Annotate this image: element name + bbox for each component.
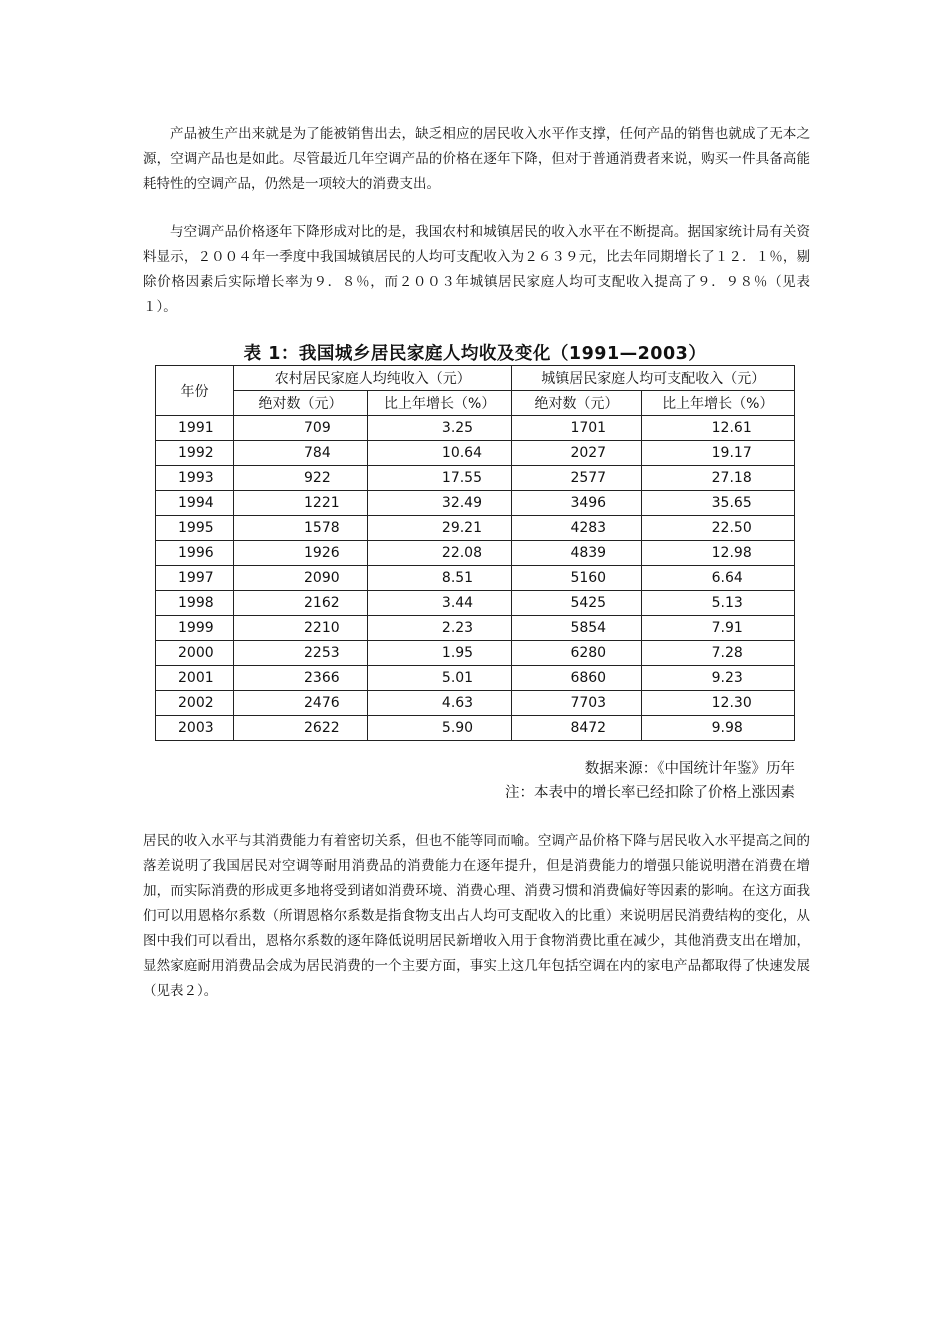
rural-growth-cell: 29.21 [367, 516, 512, 541]
table-note: 注：本表中的增长率已经扣除了价格上涨因素 [505, 785, 795, 801]
year-cell: 2003 [156, 716, 234, 741]
urban-abs-header: 绝对数（元） [512, 391, 641, 416]
rural-growth-cell: 32.49 [367, 491, 512, 516]
rural-abs-cell: 1578 [234, 516, 368, 541]
paragraph-3: 居民的收入水平与其消费能力有着密切关系，但也不能等同而喻。空调产品价格下降与居民收入水平提高之间的落差说明了我国居民对空调等耐用消费品的消费能力在逐年提升，但是消费能力的增强只能说明潜在消费在增加，而实际消费的形成更多地将受到诸如消费环境、消费心理、消费习惯和消费偏好等因素的影响。在这方面我们可以用恩格尔系数（所谓恩格尔系数是指食物支出占人均可支配收入的比重）来说明居民消费结构的变化，从图中我们可以看出，恩格尔系数的逐年降低说明居民新增收入用于食物消费比重在减少，其他消费支出在增加，显然家庭耐用消费品会成为居民消费的一个主要方面，事实上这几年包括空调在内的家电产品都取得了快速发展（见表２）。 [143, 833, 810, 999]
rural-abs-cell: 709 [234, 416, 368, 441]
table-row [156, 666, 795, 691]
data-source: 数据来源：《中国统计年鉴》历年 [584, 761, 795, 777]
urban-growth-cell: 12.61 [641, 416, 794, 441]
year-header: 年份 [156, 366, 234, 416]
year-cell: 1993 [156, 466, 234, 491]
urban-growth-cell: 6.64 [641, 566, 794, 591]
table-row [156, 566, 795, 591]
income-table [155, 365, 795, 741]
year-cell: 2001 [156, 666, 234, 691]
urban-growth-cell: 9.98 [641, 716, 794, 741]
table-row [156, 616, 795, 641]
urban-abs-cell: 4839 [512, 541, 641, 566]
urban-abs-cell: 7703 [512, 691, 641, 716]
paragraph-1: 产品被生产出来就是为了能被销售出去，缺乏相应的居民收入水平作支撑，任何产品的销售也就成了无本之源，空调产品也是如此。尽管最近几年空调产品的价格在逐年下降，但对于普通消费者来说，购买一件具备高能耗特性的空调产品，仍然是一项较大的消费支出。 [143, 126, 810, 192]
table-row [156, 591, 795, 616]
rural-abs-cell: 2366 [234, 666, 368, 691]
rural-growth-cell: 5.90 [367, 716, 512, 741]
table-row [156, 541, 795, 566]
rural-income-header: 农村居民家庭人均纯收入（元） [234, 366, 512, 391]
table-row [156, 516, 795, 541]
table-row [156, 641, 795, 666]
urban-growth-cell: 7.28 [641, 641, 794, 666]
table-header-row [156, 366, 795, 391]
year-cell: 1994 [156, 491, 234, 516]
year-cell: 1997 [156, 566, 234, 591]
urban-growth-cell: 35.65 [641, 491, 794, 516]
paragraph-2: 与空调产品价格逐年下降形成对比的是，我国农村和城镇居民的收入水平在不断提高。据国家统计局有关资料显示，２００４年一季度中我国城镇居民的人均可支配收入为２６３９元，比去年同期增长了１２．１％，剔除价格因素后实际增长率为９．８％，而２００３年城镇居民家庭人均可支配收入提高了９．９８％（见表１）。 [143, 224, 810, 315]
year-cell: 1996 [156, 541, 234, 566]
urban-income-header: 城镇居民家庭人均可支配收入（元） [512, 366, 795, 391]
urban-growth-cell: 19.17 [641, 441, 794, 466]
urban-growth-cell: 7.91 [641, 616, 794, 641]
rural-abs-cell: 2253 [234, 641, 368, 666]
urban-abs-cell: 5160 [512, 566, 641, 591]
year-cell: 1992 [156, 441, 234, 466]
rural-growth-cell: 3.44 [367, 591, 512, 616]
rural-abs-cell: 1926 [234, 541, 368, 566]
urban-growth-cell: 9.23 [641, 666, 794, 691]
rural-abs-cell: 2162 [234, 591, 368, 616]
table-row [156, 416, 795, 441]
table-row [156, 466, 795, 491]
year-cell: 1991 [156, 416, 234, 441]
rural-growth-cell: 5.01 [367, 666, 512, 691]
year-cell: 2000 [156, 641, 234, 666]
rural-abs-cell: 1221 [234, 491, 368, 516]
urban-abs-cell: 8472 [512, 716, 641, 741]
urban-growth-cell: 12.30 [641, 691, 794, 716]
rural-abs-cell: 2210 [234, 616, 368, 641]
table-subheader-row [156, 391, 795, 416]
rural-abs-cell: 922 [234, 466, 368, 491]
rural-growth-cell: 17.55 [367, 466, 512, 491]
urban-abs-cell: 6860 [512, 666, 641, 691]
urban-growth-cell: 5.13 [641, 591, 794, 616]
rural-abs-header: 绝对数（元） [234, 391, 368, 416]
year-cell: 1995 [156, 516, 234, 541]
rural-growth-cell: 4.63 [367, 691, 512, 716]
rural-growth-header: 比上年增长（%） [367, 391, 512, 416]
table-row [156, 716, 795, 741]
urban-growth-cell: 27.18 [641, 466, 794, 491]
urban-abs-cell: 6280 [512, 641, 641, 666]
year-cell: 1999 [156, 616, 234, 641]
rural-abs-cell: 784 [234, 441, 368, 466]
rural-growth-cell: 10.64 [367, 441, 512, 466]
table-body [156, 416, 795, 741]
rural-abs-cell: 2476 [234, 691, 368, 716]
table-row [156, 491, 795, 516]
urban-abs-cell: 1701 [512, 416, 641, 441]
rural-growth-cell: 22.08 [367, 541, 512, 566]
urban-growth-cell: 22.50 [641, 516, 794, 541]
rural-abs-cell: 2090 [234, 566, 368, 591]
urban-abs-cell: 4283 [512, 516, 641, 541]
rural-growth-cell: 1.95 [367, 641, 512, 666]
year-cell: 1998 [156, 591, 234, 616]
urban-abs-cell: 2577 [512, 466, 641, 491]
year-cell: 2002 [156, 691, 234, 716]
urban-abs-cell: 5425 [512, 591, 641, 616]
urban-abs-cell: 2027 [512, 441, 641, 466]
urban-growth-cell: 12.98 [641, 541, 794, 566]
urban-abs-cell: 5854 [512, 616, 641, 641]
rural-growth-cell: 8.51 [367, 566, 512, 591]
table-title: 表 1：我国城乡居民家庭人均收及变化（1991—2003） [243, 344, 707, 364]
table-row [156, 691, 795, 716]
rural-abs-cell: 2622 [234, 716, 368, 741]
rural-growth-cell: 2.23 [367, 616, 512, 641]
urban-growth-header: 比上年增长（%） [641, 391, 794, 416]
table-row [156, 441, 795, 466]
rural-growth-cell: 3.25 [367, 416, 512, 441]
urban-abs-cell: 3496 [512, 491, 641, 516]
